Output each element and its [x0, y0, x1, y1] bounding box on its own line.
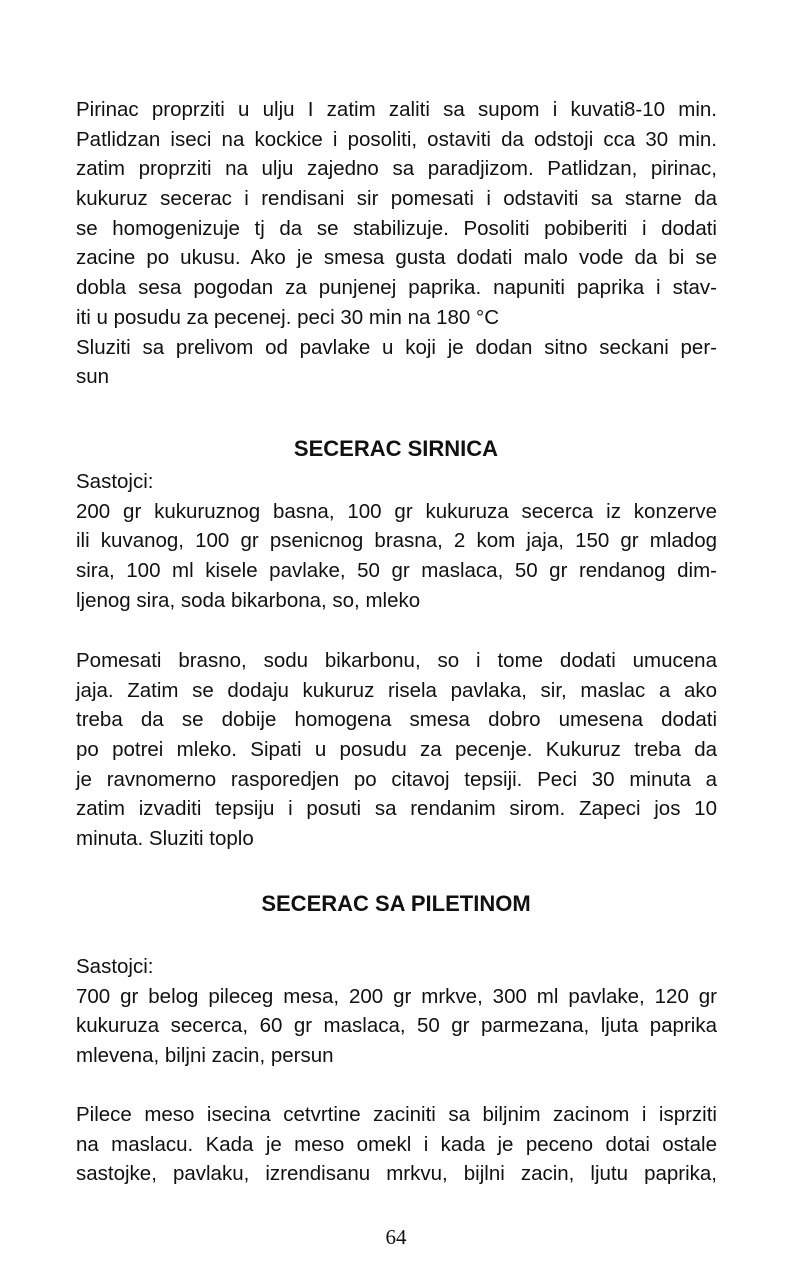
text-line: ili kuvanog, 100 gr psenicnog brasna, 2 kom jaja, 150 gr mladog	[76, 529, 717, 553]
recipe1-method	[76, 646, 717, 854]
text-line: Sluziti sa prelivom od pavlake u koji je dodan sitno seckani per-	[76, 335, 717, 359]
page-number: 64	[385, 1225, 407, 1249]
text-line: dobla sesa pogodan za punjenej paprika. napuniti paprika i stav-	[76, 276, 717, 300]
text-line: kukuruza secerca, 60 gr maslaca, 50 gr parmezana, ljuta paprika	[76, 1014, 717, 1038]
text-line: sira, 100 ml kisele pavlake, 50 gr maslaca, 50 gr rendanog dim-	[76, 559, 717, 583]
text-line: Pilece meso isecina cetvrtine zaciniti sa biljnim zacinom i isprziti	[76, 1103, 717, 1126]
text-line: minuta. Sluziti toplo	[76, 827, 254, 851]
text-line: je ravnomerno rasporedjen po citavoj tepsiji. Peci 30 minuta a	[76, 767, 717, 791]
text-line: Pirinac proprziti u ulju I zatim zaliti sa supom i kuvati8-10 min.	[76, 98, 717, 121]
text-line: zatim proprziti na ulju zajedno sa paradjizom. Patlidzan, pirinac,	[76, 157, 717, 181]
text-line: iti u posudu za pecenej. peci 30 min na 180 °C	[76, 305, 500, 329]
recipe-title: SECERAC SIRNICA	[293, 436, 499, 461]
text-line: sastojke, pavlaku, izrendisanu mrkvu, bijlni zacin, ljutu paprika,	[76, 1162, 717, 1186]
ingredients-label: Sastojci:	[76, 470, 154, 493]
text-line: po potrei mleko. Sipati u posudu za pecenje. Kukuruz treba da	[76, 738, 717, 762]
recipe2-ingredients	[76, 952, 717, 1071]
text-line: treba da se dobije homogena smesa dobro umesena dodati	[76, 708, 717, 732]
text-line: jaja. Zatim se dodaju kukuruz risela pavlaka, sir, maslac a ako	[76, 678, 717, 702]
text-line: sun	[76, 365, 110, 389]
text-line: 200 gr kukuruznog basna, 100 gr kukuruza secerca iz konzerve	[76, 499, 717, 523]
text-line: Patlidzan iseci na kockice i posoliti, ostaviti da odstoji cca 30 min.	[76, 127, 717, 151]
recipe2-method	[76, 1100, 717, 1189]
text-line: mlevena, biljni zacin, persun	[76, 1044, 334, 1068]
text-line: se homogenizuje tj da se stabilizuje. Posoliti pobiberiti i dodati	[76, 216, 717, 240]
text-line: zacine po ukusu. Ako je smesa gusta dodati malo vode da bi se	[76, 246, 717, 270]
intro-paragraph	[76, 95, 717, 392]
text-line: zatim izvaditi tepsiju i posuti sa rendanim sirom. Zapeci jos 10	[76, 797, 717, 821]
text-line: na maslacu. Kada je meso omekl i kada je peceno dotai ostale	[76, 1132, 717, 1156]
text-line: ljenog sira, soda bikarbona, so, mleko	[76, 588, 421, 612]
ingredients-label: Sastojci:	[76, 955, 154, 978]
recipe1-ingredients	[76, 467, 717, 615]
text-line: 700 gr belog pileceg mesa, 200 gr mrkve, 300 ml pavlake, 120 gr	[76, 984, 717, 1008]
recipe-title: SECERAC SA PILETINOM	[261, 891, 531, 916]
text-line: kukuruz secerac i rendisani sir pomesati i odstaviti sa starne da	[76, 187, 717, 211]
text-line: Pomesati brasno, sodu bikarbonu, so i tome dodati umucena	[76, 649, 717, 672]
